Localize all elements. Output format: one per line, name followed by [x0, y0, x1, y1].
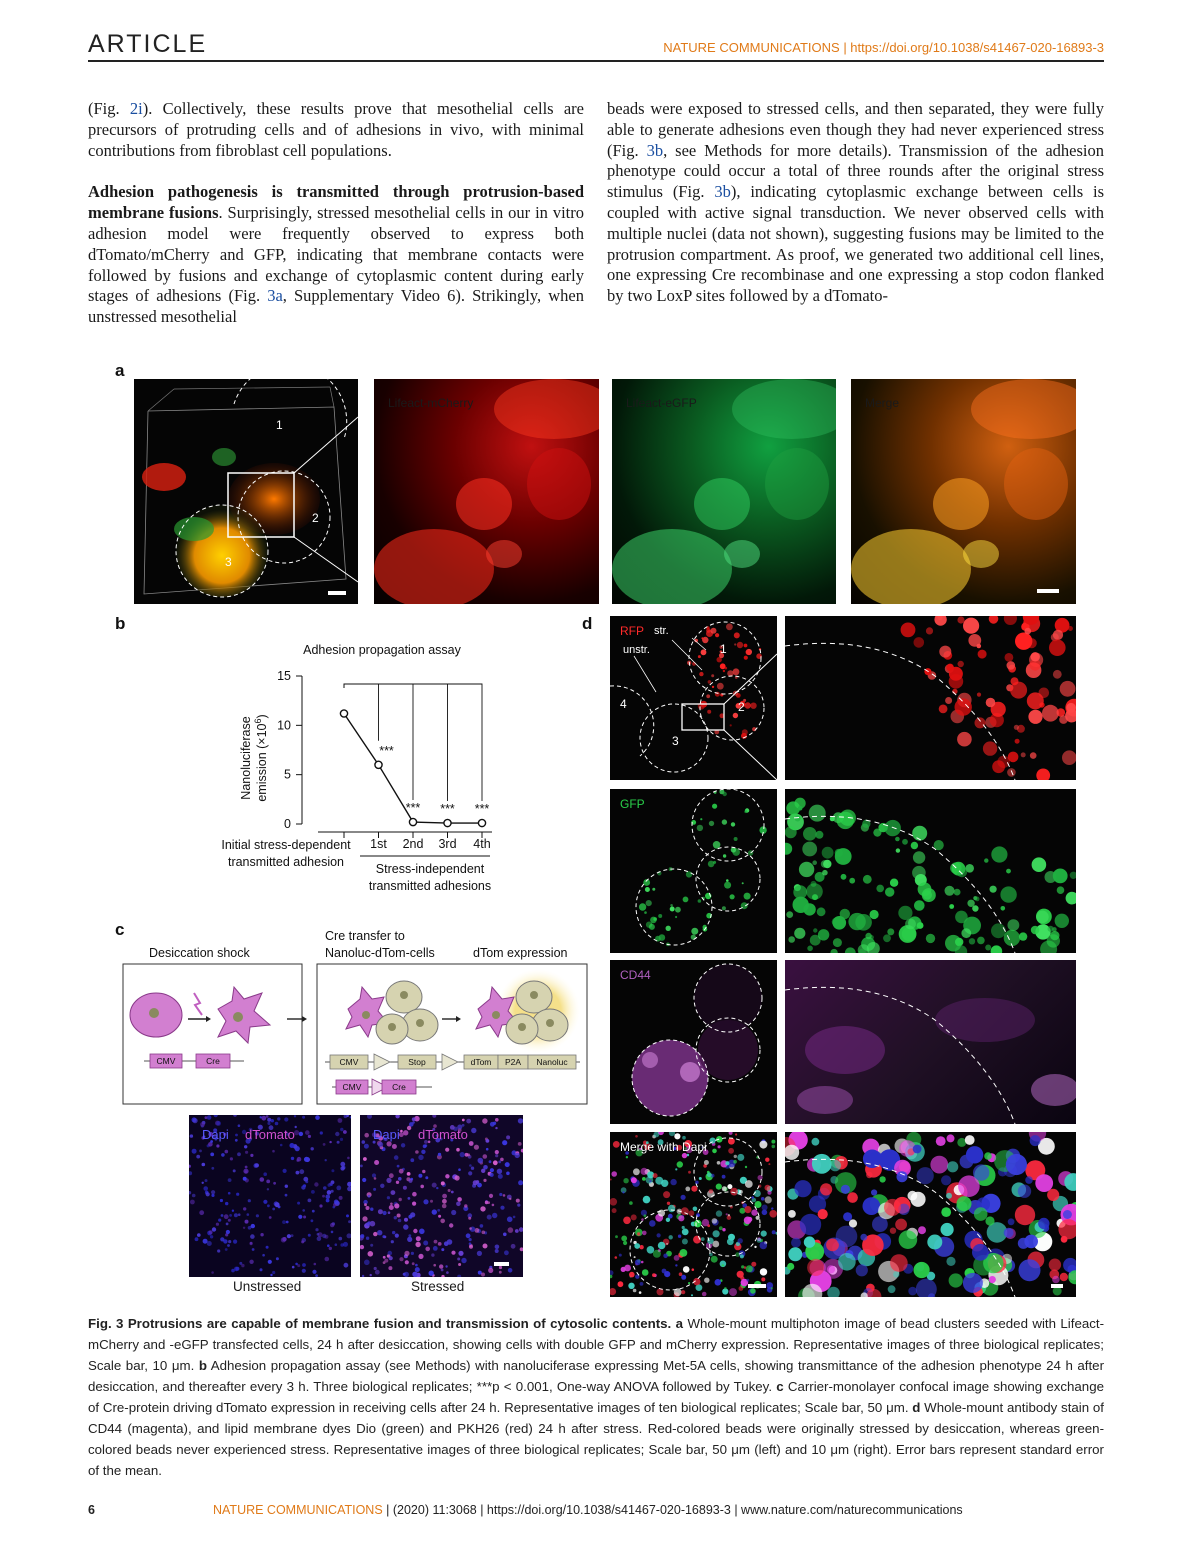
bead-outlines	[610, 616, 777, 780]
paragraph-heading: Adhesion pathogenesis is transmitted through protrusion-based membrane fusions	[88, 182, 584, 223]
bead-number: 2	[738, 700, 745, 714]
x-tick-label: 2nd	[402, 837, 424, 851]
y-tick-label: 15	[277, 669, 291, 683]
bead-cluster-render	[134, 379, 358, 604]
panel-d-rfp-zoom	[785, 616, 1076, 780]
stain-label: dTomato	[418, 1127, 468, 1142]
panel-d-rfp-overview	[610, 616, 777, 780]
bead-outline	[785, 1132, 1076, 1297]
chart-title: Adhesion propagation assay	[303, 643, 461, 657]
x-group-label: transmitted adhesions	[368, 879, 492, 893]
annotation-unstr: unstr.	[623, 644, 650, 656]
figure-link[interactable]: 2i	[129, 99, 143, 118]
x-tick-label: 4th	[473, 837, 491, 851]
stain-label: Dapi	[373, 1127, 400, 1142]
stain-label: dTomato	[245, 1127, 295, 1142]
figure-link[interactable]: 3a	[267, 286, 283, 306]
construct-element: Cre	[206, 1056, 220, 1066]
significance-label: ***	[474, 802, 490, 817]
egfp-texture	[612, 379, 836, 604]
step-title: dTom expression	[473, 946, 568, 960]
channel-label: Lifeact-eGFP	[626, 396, 697, 410]
data-point	[478, 819, 485, 826]
paragraph: Adhesion pathogenesis is transmitted through protrusion-based membrane fusions. Surprisingly, stressed mesothelial cells in our in vitro adhesion model were frequently observed to express both dTomato/mCherry and GFP, indicating that membrane contacts were followed by fusions and exchange of cytoplasmic content during early stages of adhesions (Fig. 3a, Supplementary Video 6). Strikingly, when unstressed mesothelial	[88, 182, 584, 327]
cell-number: 3	[225, 555, 232, 569]
significance-label: ***	[379, 743, 394, 758]
construct-element: P2A	[504, 1057, 522, 1067]
cell-number: 2	[312, 511, 319, 525]
x-tick-label: 3rd	[438, 837, 457, 851]
significance-label: ***	[405, 801, 421, 816]
panel-letter-b: b	[115, 614, 126, 633]
x-tick-label: 1st	[370, 837, 387, 851]
comparison-bracket	[344, 684, 379, 741]
channel-label: GFP	[620, 797, 645, 811]
x-group-label: Stress-independent	[375, 862, 485, 876]
panel-letter-d: d	[582, 614, 593, 633]
cell-number: 1	[276, 418, 283, 432]
figure-caption: Fig. 3 Protrusions are capable of membrane fusion and transmission of cytosolic contents. a Whole-mount multiphoton image of bead clusters seeded with Lifeact-mCherry and -eGFP transfected cells, 24 h after desiccation, showing cells with double GFP and mCherry expression. Representative images of three biological replicates; Scale bar, 10 μm. b Adhesion propagation assay (see Methods) with nanoluciferase expressing Met-5A cells, showing transmittance of the adhesion phenotype 24 h after desiccation, and thereafter every 3 h. Three biological replicates; ***p < 0.001, One-way ANOVA followed by Tukey. c Carrier-monolayer confocal image showing exchange of Cre-protein driving dTomato expression in receiving cells after 24 h. Representative images of ten biological replicates; Scale bar, 50 μm. d Whole-mount antibody stain of CD44 (magenta), and lipid membrane dyes Dio (green) and PKH26 (red) 24 h after stress. Red-colored beads were originally stressed by desiccation, whereas green-colored beads never experienced stress. Representative images of three biological replicates; Scale bar, 50 μm (left) and 10 μm (right). Error bars represent standard error of the mean.	[88, 1316, 1105, 1478]
y-tick-label: 0	[284, 817, 291, 831]
figure-link[interactable]: 3b	[646, 140, 664, 160]
channel-label: Merge with Dapi	[620, 1140, 707, 1154]
channel-label: Merge	[865, 396, 900, 410]
panel-a-mcherry-image	[374, 379, 599, 604]
bead-outline	[785, 789, 1076, 953]
significance-label: ***	[440, 802, 455, 817]
scale-bar	[1051, 1284, 1063, 1288]
header-rule	[88, 60, 1104, 62]
panel-a-egfp-image	[612, 379, 836, 604]
construct-element: Nanoluc	[536, 1057, 568, 1067]
body-column-right	[607, 99, 1104, 307]
scale-bar	[328, 591, 346, 595]
panel-d-cd44-zoom	[785, 960, 1076, 1124]
step-title: Desiccation shock	[149, 946, 250, 960]
scale-bar	[494, 1262, 509, 1266]
stain-label: Dapi	[202, 1127, 229, 1142]
image-caption: Unstressed	[233, 1279, 302, 1294]
data-point	[340, 710, 347, 717]
cd44-zoom-texture	[785, 960, 1076, 1124]
y-tick-label: 10	[277, 718, 291, 733]
x-group-label: Initial stress-dependent	[221, 838, 351, 852]
construct-element: Stop	[408, 1057, 426, 1067]
step-title: Cre transfer to	[325, 929, 405, 943]
construct-element: dTom	[470, 1057, 492, 1067]
construct-element: Cre	[392, 1082, 406, 1092]
footer-citation: NATURE COMMUNICATIONS | (2020) 11:3068 | https://doi.org/10.1038/s41467-020-16893-3 | www.nature.com/naturecommunications	[213, 1503, 963, 1517]
data-point	[375, 761, 382, 768]
merge-texture	[851, 379, 1076, 604]
panel-c-unstressed-image	[189, 1115, 351, 1277]
panel-d-merge-zoom	[785, 1132, 1076, 1297]
panel-d-gfp-overview	[610, 789, 777, 953]
channel-label: CD44	[620, 968, 651, 982]
construct-element: CMV	[342, 1082, 362, 1092]
channel-label: RFP	[620, 624, 644, 638]
panel-c-diagram	[122, 963, 588, 1106]
cd44-texture	[610, 960, 777, 1124]
section-label: ARTICLE	[88, 30, 208, 58]
scale-bar	[748, 1284, 766, 1288]
step-title: Nanoluc-dTom-cells	[325, 946, 435, 960]
figure-link[interactable]: 3b	[714, 182, 731, 202]
comparison-bracket	[344, 684, 448, 801]
bead-number: 4	[620, 697, 627, 711]
annotation-str: str.	[654, 625, 669, 637]
panel-letter-a: a	[115, 361, 125, 380]
panel-a-3d-image	[134, 379, 358, 604]
paragraph: (Fig. 2i). Collectively, these results prove that mesothelial cells are precursors of protruding cells and of adhesions in vivo, with minimal contributions from fibroblast cell populations.	[88, 99, 584, 160]
image-caption: Stressed	[411, 1279, 465, 1294]
data-point	[409, 818, 416, 825]
construct-element: CMV	[339, 1057, 359, 1067]
y-axis-label-line2: emission $(\times 10^6)$	[253, 714, 269, 802]
bead-number: 1	[720, 642, 727, 656]
construct-element: CMV	[156, 1056, 176, 1066]
panel-b-chart	[200, 636, 530, 898]
bead-outline	[785, 616, 1076, 780]
data-point	[444, 819, 451, 826]
x-group-label: transmitted adhesion	[227, 855, 345, 869]
paragraph: beads were exposed to stressed cells, and then separated, they were fully able to generate adhesions even though they had never experienced stress (Fig. 3b, see Methods for more details). Transmission of the adhesion phenotype could occur a total of three rounds after the original stress stimulus (Fig. 3b), indicating cytoplasmic exchange between cells is coupled with active signal transduction. We never observed cells with multiple nuclei (data not shown), suggesting fusions may be limited to the protrusion compartment. As proof, we generated two additional cell lines, one expressing Cre recombinase and one expressing a stop codon flanked by two LoxP sites followed by a dTomato-	[607, 99, 1105, 306]
channel-label: Lifeact-mCherry	[388, 396, 474, 410]
panel-letter-c: c	[115, 920, 125, 939]
bead-outlines	[610, 789, 777, 953]
y-tick-label: 5	[284, 767, 291, 782]
panel-d-cd44-overview	[610, 960, 777, 1124]
journal-header[interactable]: NATURE COMMUNICATIONS | https://doi.org/10.1038/s41467-020-16893-3	[663, 40, 1104, 55]
caption-title: Fig. 3 Protrusions are capable of membrane fusion and transmission of cytosolic contents.	[88, 1316, 672, 1331]
panel-a-merge-image	[851, 379, 1076, 604]
mcherry-texture	[374, 379, 599, 604]
panel-c-stressed-image	[360, 1115, 523, 1277]
scale-bar	[1037, 589, 1059, 593]
page-number: 6	[88, 1503, 95, 1517]
panel-d-merge-overview	[610, 1132, 777, 1297]
chart-marks	[277, 669, 492, 851]
bead-number: 3	[672, 734, 679, 748]
y-axis-label-line1: Nanoluciferase	[239, 716, 253, 800]
nucleus-icon	[149, 1008, 159, 1018]
bead-outlines	[610, 1132, 777, 1297]
body-column-left	[88, 99, 584, 328]
panel-d-gfp-zoom	[785, 789, 1076, 953]
